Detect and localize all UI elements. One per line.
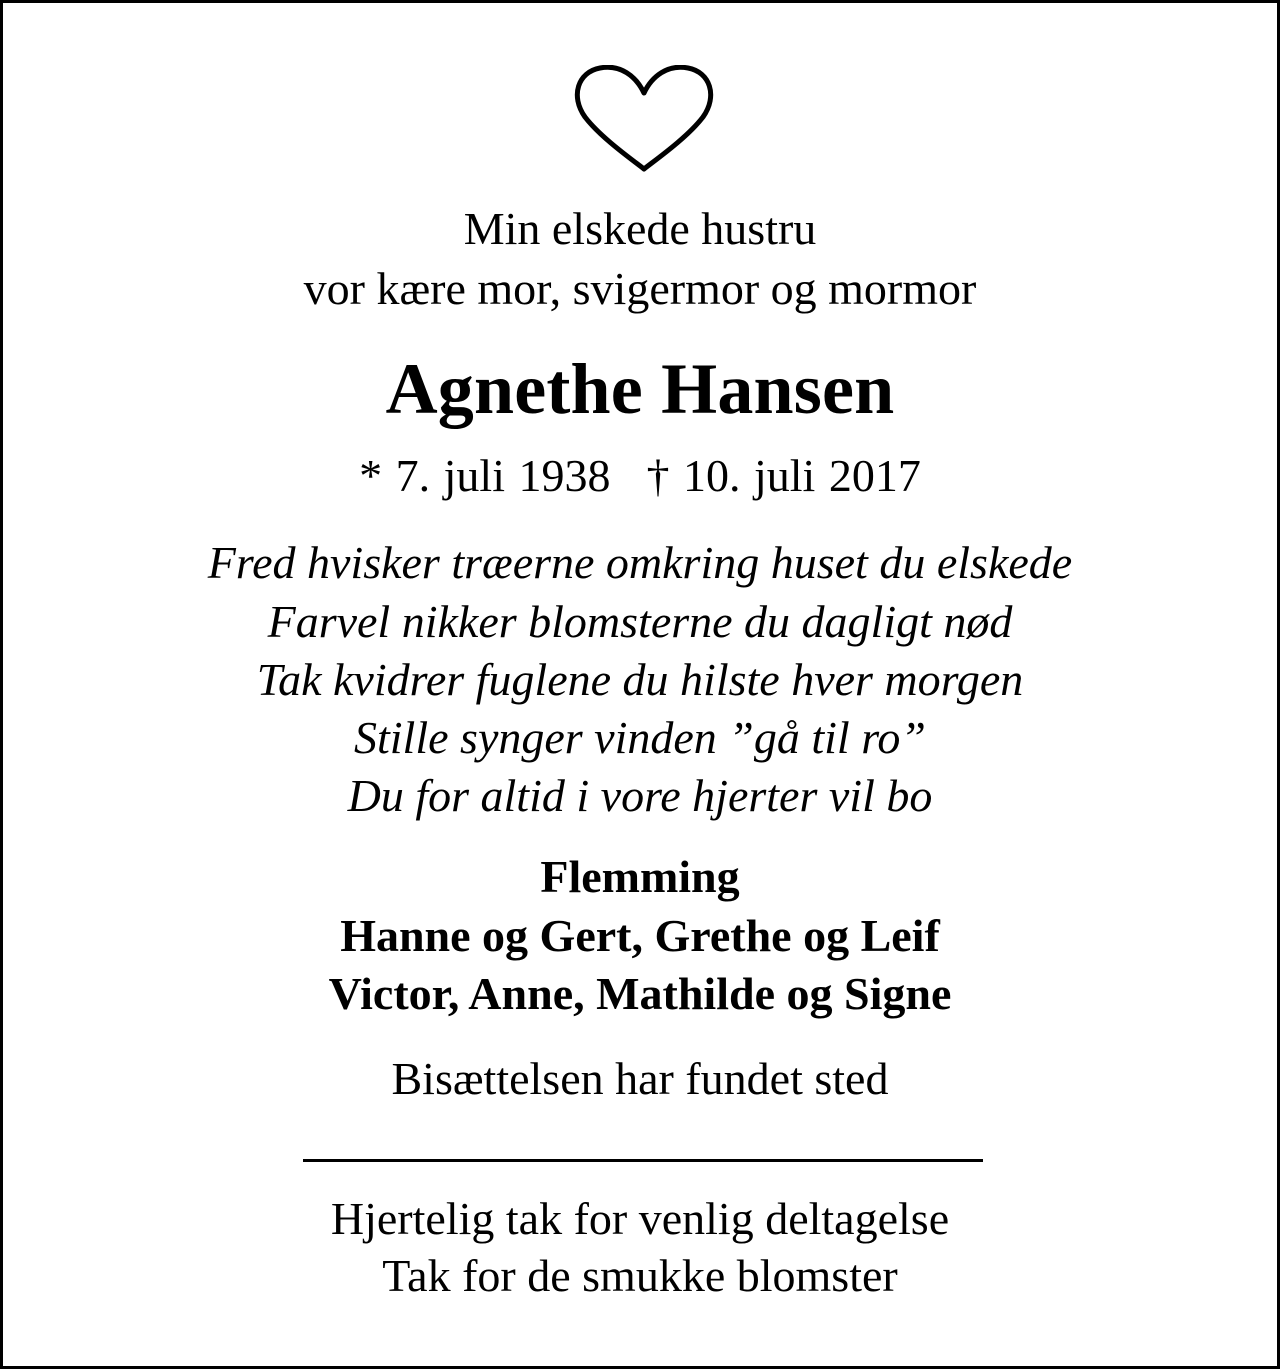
thanks-line-1: Hjertelig tak for venlig deltagelse [330,1193,950,1244]
divider-rule [303,1159,983,1162]
deceased-name: Agnethe Hansen [385,349,895,429]
verse-line-3: Tak kvidrer fuglene du hilste hver morgen [256,654,1024,705]
verse-line-5: Du for altid i vore hjerter vil bo [347,770,933,821]
intro-line-1: Min elskede hustru [463,203,817,254]
intro-line-2: vor kære mor, svigermor og mormor [303,263,977,314]
death-date: † 10. juli 2017 [646,450,921,501]
verse-line-2: Farvel nikker blomsterne du dagligt nød [267,596,1013,647]
thanks-line-2: Tak for de smukke blomster [382,1250,898,1301]
heart-icon [573,65,715,173]
verse-line-4: Stille synger vinden ”gå til ro” [354,712,926,763]
family-line-1: Flemming [540,851,740,902]
family-line-2: Hanne og Gert, Grethe og Leif [340,910,940,961]
birth-date: * 7. juli 1938 [359,450,611,501]
funeral-notice: Bisættelsen har fundet sted [391,1053,889,1104]
family-line-3: Victor, Anne, Mathilde og Signe [328,968,952,1019]
verse-line-1: Fred hvisker træerne omkring huset du elskede [207,537,1073,588]
life-dates [3,450,1277,501]
